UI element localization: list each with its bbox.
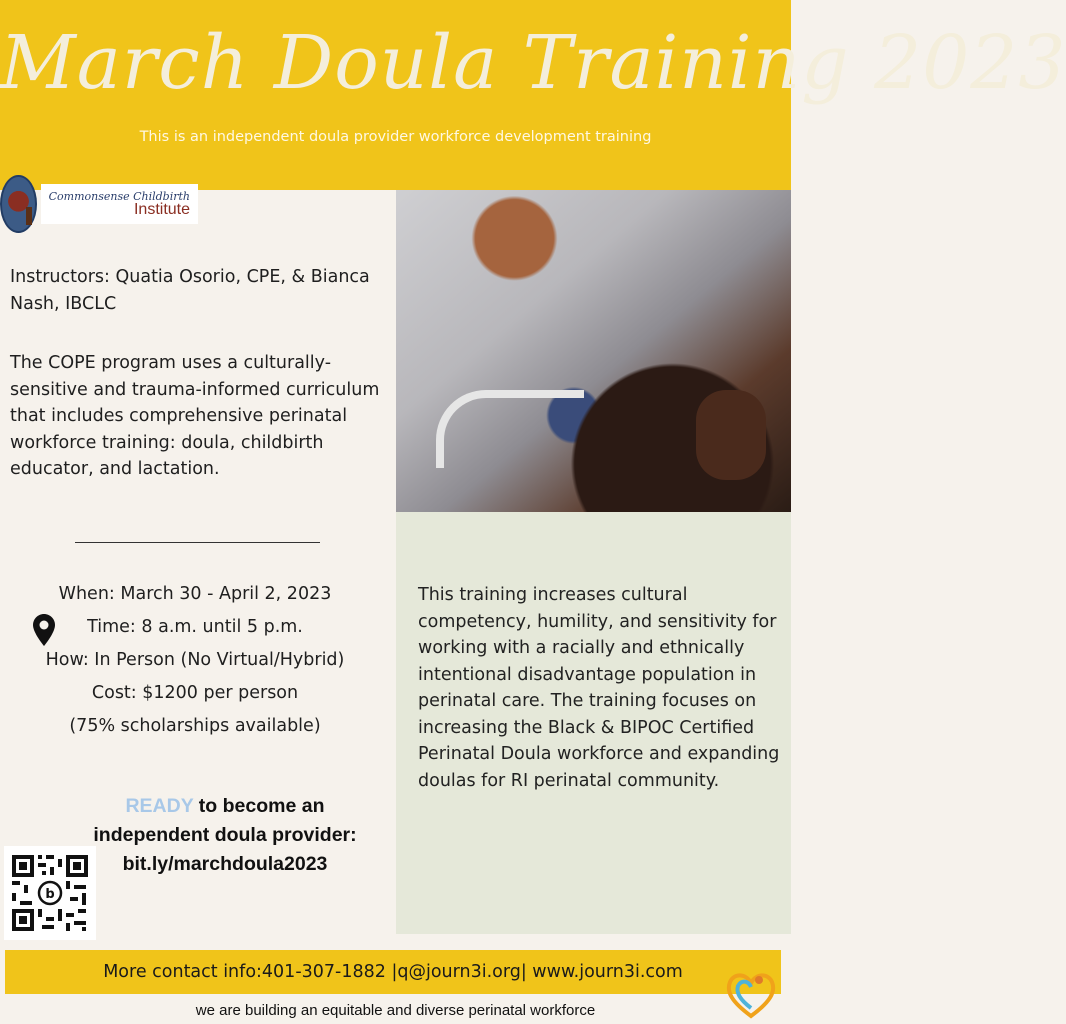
header-banner (0, 0, 1066, 190)
page-subtitle: This is an independent doula provider workforce development training (139, 129, 652, 145)
logo-line1: Commonsense Childbirth (48, 190, 190, 203)
contact-bar: More contact info:401-307-1882 |q@journ3i.org| www.journ3i.com (5, 950, 781, 994)
logo-line2: Institute (133, 201, 190, 218)
event-scholarships: (75% scholarships available) (69, 716, 321, 736)
program-description: The COPE program uses a culturally-sensitive and trauma-informed curriculum that includes comprehensive perinatal workforce training: doula, childbirth educator, and lactation. (10, 353, 380, 479)
cta-line1: to become an (193, 795, 325, 817)
svg-text:b: b (45, 887, 55, 902)
cta-line2: independent doula provider: (93, 824, 357, 846)
call-to-action (60, 792, 390, 879)
logo-text (41, 184, 198, 224)
hero-photo (396, 190, 791, 512)
qr-code-icon[interactable] (4, 846, 96, 940)
event-time: Time: 8 a.m. until 5 p.m. (87, 617, 303, 637)
event-when: When: March 30 - April 2, 2023 (58, 584, 332, 604)
photo-hand (696, 390, 766, 480)
section-divider (75, 542, 320, 543)
tree-seal-icon (0, 175, 37, 233)
right-info-panel (396, 512, 791, 934)
photo-bed-rail (436, 390, 584, 468)
event-details (0, 578, 390, 743)
heart-logo-icon (724, 968, 778, 1020)
instructors-text: Instructors: Quatia Osorio, CPE, & Bianca Nash, IBCLC (10, 267, 370, 314)
institute-logo (0, 172, 198, 236)
cta-ready: READY (125, 795, 194, 817)
cta-link[interactable]: bit.ly/marchdoula2023 (122, 853, 328, 875)
page-title: March Doula Training 2023 (0, 20, 1066, 106)
event-cost: Cost: $1200 per person (91, 683, 299, 703)
footer-tagline: we are building an equitable and diverse perinatal workforce (195, 1002, 596, 1019)
event-how: How: In Person (No Virtual/Hybrid) (45, 650, 345, 670)
location-pin-icon (33, 614, 55, 646)
training-description: This training increases cultural competency, humility, and sensitivity for working with a racially and ethnically intentional disadvantage population in perinatal care. The training focuses on increasing the Black & BIPOC Certified Perinatal Doula workforce and expanding doulas for RI perinatal community. (418, 585, 780, 791)
